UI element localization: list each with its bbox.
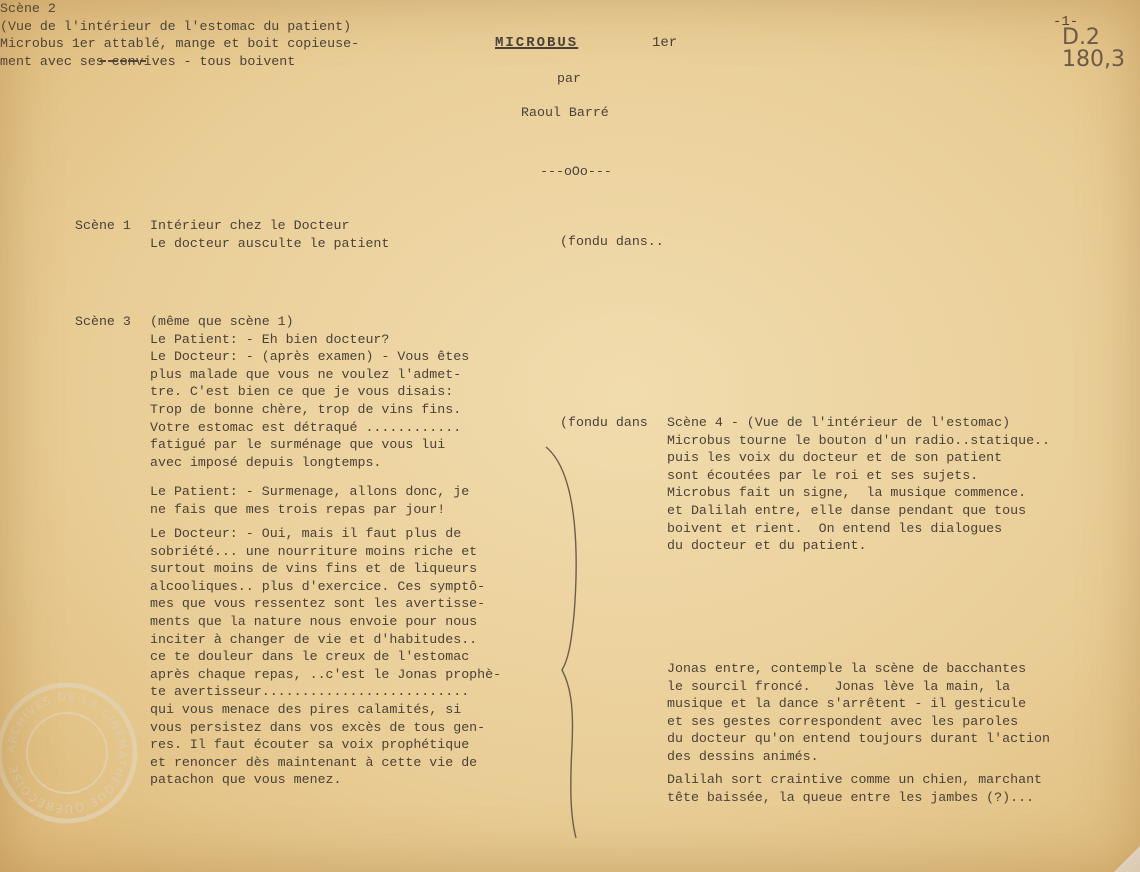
speaker-underline-patient bbox=[150, 331, 238, 349]
speaker-underline-docteur bbox=[150, 525, 238, 543]
dialogue-line: après chaque repas, ..c'est le Jonas prophè- bbox=[150, 666, 502, 682]
dialogue-line: inciter à changer de vie et d'habitudes.. bbox=[150, 631, 478, 647]
dialogue-line: Le Patient: - Eh bien docteur? bbox=[150, 331, 390, 347]
scene1-text: Intérieur chez le Docteur Le docteur ausculte le patient bbox=[150, 218, 390, 251]
svg-text:ARCHIVES DE LA CINÉMATHÈQUE QU bbox=[5, 691, 129, 815]
scene2-line: ment avec ses convives - tous boivent bbox=[0, 53, 296, 69]
hand-drawn-brace bbox=[540, 445, 590, 844]
scene4-line: du docteur et du patient. bbox=[667, 538, 867, 554]
scene5-line: musique et la dance s'arrêtent - il gesticule bbox=[667, 696, 1027, 712]
scene5-line: des dessins animés. bbox=[667, 749, 819, 764]
document-title: MICROBUS bbox=[495, 35, 579, 51]
scene6-line: tête baissée, la queue entre les jambes (?)... bbox=[667, 789, 1035, 805]
title-separator: ---oOo--- bbox=[540, 164, 612, 179]
dialogue-line: plus malade que vous ne voulez l'admet- bbox=[150, 366, 462, 382]
scene6-line: Dalilah sort craintive comme un chien, marchant bbox=[667, 772, 1043, 787]
dialogue-line: ments que la nature nous envoie pour nous bbox=[150, 614, 478, 629]
torn-corner bbox=[1114, 846, 1140, 872]
speaker-underline-patient bbox=[150, 483, 238, 501]
dialogue-line: et renoncer dès maintenant à cette vie de bbox=[150, 754, 478, 770]
dialogue-line: mes que vous ressentez sont les avertisse- bbox=[150, 596, 486, 612]
title-suffix: 1er bbox=[652, 35, 678, 51]
scene2-line: Scène 2 bbox=[0, 1, 56, 16]
scene5-line: Jonas entre, contemple la scène de bacchantes bbox=[667, 661, 1027, 676]
scene5-line: et ses gestes correspondent avec les paroles bbox=[667, 713, 1019, 729]
scene2-line: (Vue de l'intérieur de l'estomac du patient) bbox=[0, 18, 352, 34]
scene1-heading: Scène 1 bbox=[75, 218, 131, 233]
scene4-line: Microbus fait un signe, la musique commence. bbox=[667, 485, 1027, 501]
byline-par: par bbox=[557, 71, 581, 86]
dialogue-line: Le Docteur: - (après examen) - Vous êtes bbox=[150, 349, 470, 365]
dialogue-line: fatigué par le surménage que vous lui bbox=[150, 437, 446, 453]
scene4-line: et Dalilah entre, elle danse pendant que tous bbox=[667, 503, 1027, 518]
dialogue-line: Votre estomac est détraqué ............ bbox=[150, 419, 462, 435]
scene4-line: Scène 4 - (Vue de l'intérieur de l'estomac) bbox=[667, 415, 1011, 430]
dialogue-line: (même que scène 1) bbox=[150, 314, 294, 329]
scene2-line: Microbus 1er attablé, mange et boit copieuse- bbox=[0, 36, 360, 52]
dialogue-line: avec imposé depuis longtemps. bbox=[150, 454, 382, 470]
scene3-heading: Scène 3 bbox=[75, 314, 131, 329]
dialogue-line: tre. C'est bien ce que je vous disais: bbox=[150, 384, 454, 400]
dialogue-line: ce te douleur dans le creux de l'estomac bbox=[150, 649, 470, 665]
scene4-line: puis les voix du docteur et de son patient bbox=[667, 450, 1003, 466]
dialogue-line: ne fais que mes trois repas par jour! bbox=[150, 501, 446, 517]
dialogue-line: Le Patient: - Surmenage, allons donc, je bbox=[150, 484, 470, 499]
scene4-line: Microbus tourne le bouton d'un radio..statique.. bbox=[667, 432, 1051, 448]
scene4-line: boivent et rient. On entend les dialogues bbox=[667, 520, 1003, 536]
dialogue-line: patachon que vous menez. bbox=[150, 772, 342, 788]
dialogue-line: alcooliques.. plus d'exercice. Ces symptô- bbox=[150, 578, 486, 594]
dialogue-line: Le Docteur: - Oui, mais il faut plus de bbox=[150, 526, 462, 541]
scene5-line: du docteur qu'on entend toujours durant l'action bbox=[667, 731, 1051, 747]
dialogue-line: surtout moins de vins fins et de liqueurs bbox=[150, 561, 478, 577]
dialogue-line: qui vous menace des pires calamités, si bbox=[150, 702, 462, 717]
stamp-text: ARCHIVES DE LA CINÉMATHÈQUE QUÉBÉCOISE bbox=[4, 690, 130, 816]
archive-reference: D.2 180,3 bbox=[1062, 25, 1125, 72]
fondu-dans-2: (fondu dans bbox=[560, 415, 648, 430]
dialogue-line: te avertisseur.......................... bbox=[150, 684, 470, 700]
dialogue-line: Trop de bonne chère, trop de vins fins. bbox=[150, 402, 462, 417]
author-name: Raoul Barré bbox=[521, 105, 609, 120]
dialogue-line: res. Il faut écouter sa voix prophétique bbox=[150, 737, 470, 753]
page-number: -1- bbox=[1053, 14, 1079, 30]
scene5-line: le sourcil froncé. Jonas lève la main, la bbox=[667, 678, 1011, 694]
dialogue-line: sobriété... une nourriture moins riche et bbox=[150, 543, 478, 559]
dialogue-line: vous persistez dans vos excès de tous gen- bbox=[150, 719, 486, 735]
fondu-dans-1: (fondu dans.. bbox=[560, 234, 664, 249]
scene4-line: sont écoutées par le roi et ses sujets. bbox=[667, 467, 979, 483]
speaker-underline-docteur bbox=[150, 348, 238, 366]
archive-stamp bbox=[0, 678, 142, 832]
